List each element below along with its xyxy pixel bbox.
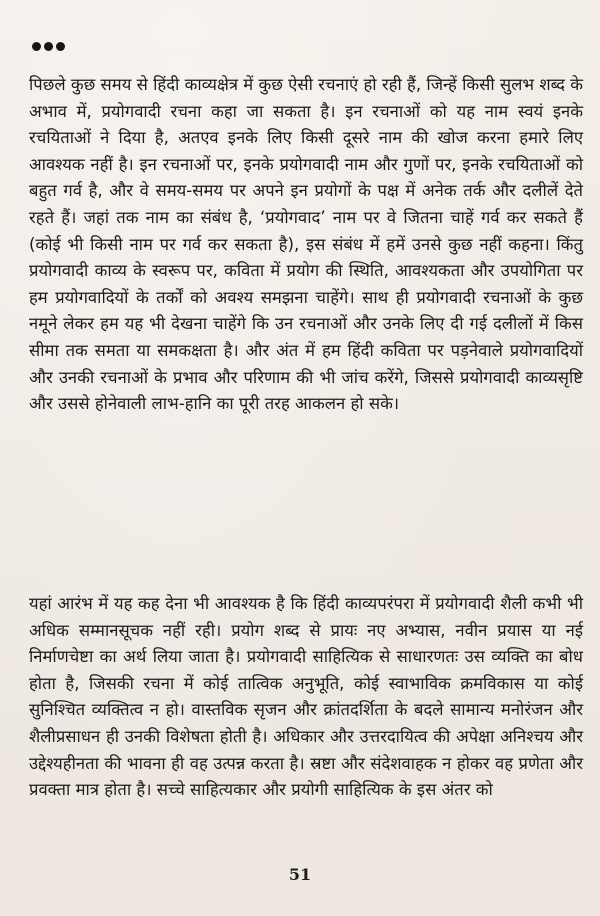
- ornament-dot: [32, 42, 41, 51]
- paragraph-1: पिछले कुछ समय से हिंदी काव्यक्षेत्र में कुछ ऐसी रचनाएं हो रही हैं, जिन्हें किसी सुलभ शब्द के अभाव में, प्रयोगवादी रचना कहा जा सकता है। इन रचनाओं को यह नाम स्वयं इनके रचयिताओं ने दिया है, अतएव इनके लिए किसी दूसरे नाम की खोज करना हमारे लिए आवश्यक नहीं है। इन रचनाओं पर, इनके प्रयोगवादी नाम और गुणों पर, इनके रचयिताओं को बहुत गर्व है, और वे समय-समय पर अपने इन प्रयोगों के पक्ष में अनेक तर्क और दलीलें देते रहते हैं। जहां तक नाम का संबंध है, ‘प्रयोगवाद’ नाम पर वे जितना चाहें गर्व कर सकते हैं (कोई भी किसी नाम पर गर्व कर सकता है), इस संबंध में हमें उनसे कुछ नहीं कहना। किंतु प्रयोगवादी काव्य के स्वरूप पर, कविता में प्रयोग की स्थिति, आवश्यकता और उपयोगिता पर हम प्रयोगवादियों के तर्कों को अवश्य समझना चाहेंगे। साथ ही प्रयोगवादी रचनाओं के कुछ नमूने लेकर हम यह भी देखना चाहेंगे कि उन रचनाओं और उनके लिए दी गई दलीलों में किस सीमा तक समता या समकक्षता है। और अंत में हम हिंदी कविता पर पड़नेवाले प्रयोगवादियों और उनकी रचनाओं के प्रभाव और परिणाम की भी जांच करेंगे, जिससे प्रयोगवादी काव्यसृष्टि और उससे होनेवाली लाभ-हानि का पूरी तरह आकलन हो सके।: [29, 75, 583, 414]
- paragraph-2: यहां आरंभ में यह कह देना भी आवश्यक है कि हिंदी काव्यपरंपरा में प्रयोगवादी शैली कभी भी अधिक सम्मानसूचक नहीं रही। प्रयोग शब्द से प्रायः नए अभ्यास, नवीन प्रयास या नई निर्माणचेष्टा का अर्थ लिया जाता है। प्रयोगवादी साहित्यिक से साधारणतः उस व्यक्ति का बोध होता है, जिसकी रचना में कोई तात्विक अनुभूति, कोई स्वाभाविक क्रमविकास या कोई सुनिश्चित व्यक्तित्व न हो। वास्तविक सृजन और क्रांतदर्शिता के बदले सामान्य मनोरंजन और शैलीप्रसाधन ही उनकी विशेषता होती है। अधिकार और उत्तरदायित्व की अपेक्षा अनिश्चय और उद्देश्यहीनता की भावना ही वह उत्पन्न करता है। स्रष्टा और संदेशवाहक न होकर वह प्रणेता और प्रवक्ता मात्र होता है। सच्चे साहित्यकार और प्रयोगी साहित्यिक के इस अंतर को: [29, 594, 583, 800]
- page-number: 51: [288, 865, 312, 884]
- ornament-dot: [56, 42, 65, 51]
- ornament-dot: [44, 42, 53, 51]
- section-ornament: [32, 42, 65, 51]
